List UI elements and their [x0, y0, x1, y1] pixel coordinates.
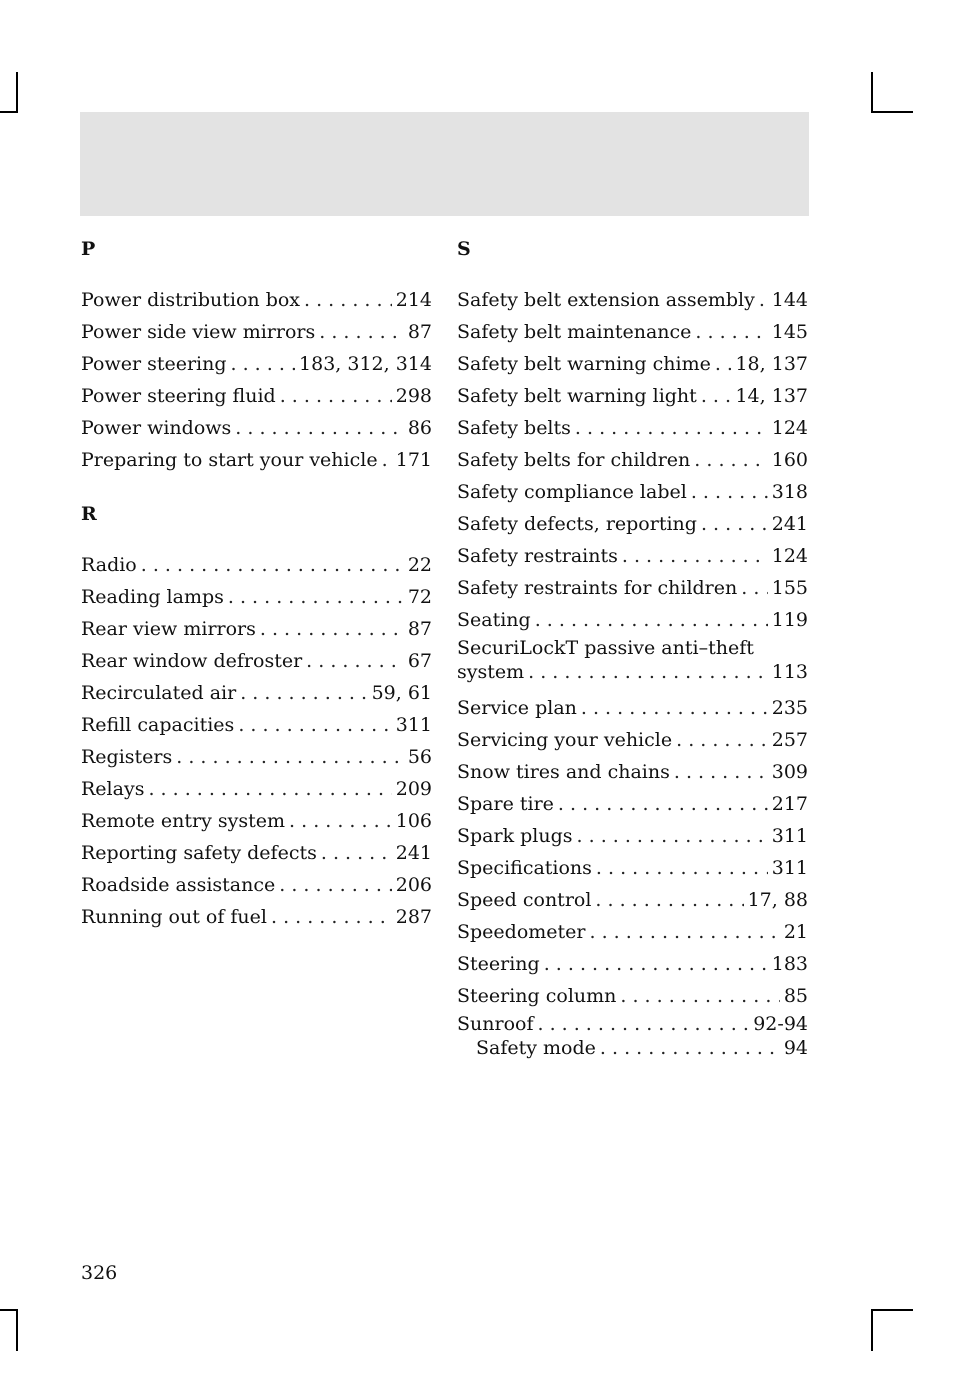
page-number: 326 [81, 1262, 118, 1284]
entry-pages: 217 [771, 793, 808, 815]
entry-name: Rear window defroster [81, 650, 303, 672]
entry-name: Servicing your vehicle [457, 729, 673, 751]
entry-pages: 155 [771, 577, 808, 599]
entry-pages: 119 [771, 609, 808, 631]
index-entry-power-windows [81, 412, 432, 444]
index-entry-spare-tire [457, 788, 808, 820]
dot-leader [537, 1012, 749, 1036]
entry-name: Radio [81, 554, 137, 576]
index-entry-safety-defects-reporting [457, 508, 808, 540]
dot-leader [759, 284, 768, 316]
entry-name: Remote entry system [81, 810, 286, 832]
index-entry-specifications [457, 852, 808, 884]
entry-name: Steering column [457, 985, 617, 1007]
index-entry-safety-belts [457, 412, 808, 444]
index-entry-steering [457, 948, 808, 980]
dot-leader [306, 645, 404, 677]
entry-pages: 241 [395, 842, 432, 864]
dot-leader [600, 1036, 780, 1060]
entry-name: Steering [457, 953, 540, 975]
entry-name: Refill capacities [81, 714, 235, 736]
dot-leader [528, 660, 768, 684]
index-entry-steering-column [457, 980, 808, 1012]
index-entry-relays [81, 773, 432, 805]
entry-pages: 209 [395, 778, 432, 800]
index-entry-recirculated-air [81, 677, 432, 709]
index-entry-snow-tires-and-chains [457, 756, 808, 788]
dot-leader [741, 572, 767, 604]
dot-leader [321, 837, 392, 869]
dot-leader [289, 805, 392, 837]
entry-name: Recirculated air [81, 682, 237, 704]
index-entry-service-plan [457, 692, 808, 724]
dot-leader [590, 916, 780, 948]
dot-leader [176, 741, 404, 773]
dot-leader [279, 869, 391, 901]
index-entry-system [457, 660, 808, 684]
header-band [80, 112, 809, 216]
index-entry-power-steering-fluid [81, 380, 432, 412]
dot-leader [577, 820, 768, 852]
entry-name: Service plan [457, 697, 577, 719]
dot-leader [231, 348, 296, 380]
index-entry-safety-belt-maintenance [457, 316, 808, 348]
index-entry-rear-view-mirrors [81, 613, 432, 645]
entry-pages: 113 [771, 661, 808, 683]
entry-name: Snow tires and chains [457, 761, 670, 783]
dot-leader [235, 412, 404, 444]
index-entry-roadside-assistance [81, 869, 432, 901]
dot-leader [280, 380, 392, 412]
entry-pages: 21 [783, 921, 808, 943]
entry-name: Spare tire [457, 793, 554, 815]
entry-pages: 214 [395, 289, 432, 311]
entry-pages: 171 [395, 449, 432, 471]
entry-pages: 160 [771, 449, 808, 471]
entry-name: Reporting safety defects [81, 842, 317, 864]
entry-name: Safety mode [476, 1037, 596, 1059]
entry-pages: 87 [407, 618, 432, 640]
entry-name: Speedometer [457, 921, 586, 943]
index-entry-running-out-of-fuel [81, 901, 432, 933]
index-entry-safety-belts-for-children [457, 444, 808, 476]
dot-leader [228, 581, 404, 613]
entry-name: Spark plugs [457, 825, 573, 847]
index-entry-speed-control [457, 884, 808, 916]
entry-pages: 18, 137 [735, 353, 808, 375]
entry-pages: 287 [395, 906, 432, 928]
dot-leader [622, 540, 768, 572]
entry-name: Specifications [457, 857, 592, 879]
dot-leader [620, 980, 779, 1012]
index-entry-safety-belt-warning-chime [457, 348, 808, 380]
entry-name: Running out of fuel [81, 906, 267, 928]
dot-leader [240, 677, 367, 709]
dot-leader [141, 549, 404, 581]
entry-name: Safety belt warning chime [457, 353, 711, 375]
index-entry-refill-capacities [81, 709, 432, 741]
entry-name: Safety belts [457, 417, 571, 439]
entry-pages: 144 [771, 289, 808, 311]
index-entry-registers [81, 741, 432, 773]
index-entry-safety-belt-warning-light [457, 380, 808, 412]
entry-name: Power distribution box [81, 289, 301, 311]
entry-name: Speed control [457, 889, 592, 911]
dot-leader [596, 852, 768, 884]
entry-name: Sunroof [457, 1013, 534, 1035]
crop-mark-bottom-right-h [871, 1309, 913, 1311]
index-column-right [457, 236, 808, 1060]
index-entry-reading-lamps [81, 581, 432, 613]
index-entry-safety-belt-extension-assembly [457, 284, 808, 316]
entry-pages: 241 [771, 513, 808, 535]
dot-leader [260, 613, 404, 645]
entry-pages: 85 [783, 985, 808, 1007]
entry-pages: 72 [407, 586, 432, 608]
index-entry-securilockt-passive-anti-theft-line1: SecuriLockT passive anti–theft [457, 637, 754, 659]
index-entry-safety-restraints-for-children [457, 572, 808, 604]
entry-pages: 183 [771, 953, 808, 975]
dot-leader [319, 316, 404, 348]
index-entry-speedometer [457, 916, 808, 948]
dot-leader [674, 756, 768, 788]
entry-pages: 309 [771, 761, 808, 783]
dot-leader [238, 709, 391, 741]
entry-pages: 124 [771, 545, 808, 567]
entry-pages: 106 [395, 810, 432, 832]
entry-name: Reading lamps [81, 586, 224, 608]
dot-leader [271, 901, 392, 933]
dot-leader [558, 788, 768, 820]
dot-leader [575, 412, 768, 444]
dot-leader [304, 284, 392, 316]
entry-pages: 94 [783, 1037, 808, 1059]
crop-mark-top-right-v [871, 72, 873, 112]
entry-name: Power side view mirrors [81, 321, 316, 343]
index-entry-safety-restraints [457, 540, 808, 572]
entry-pages: 318 [771, 481, 808, 503]
section-letter: P [81, 238, 96, 260]
dot-leader [715, 348, 732, 380]
entry-pages: 86 [407, 417, 432, 439]
entry-pages: 59, 61 [371, 682, 432, 704]
entry-pages: 22 [407, 554, 432, 576]
index-column-left [81, 236, 432, 933]
entry-name: Safety compliance label [457, 481, 687, 503]
entry-pages: 124 [771, 417, 808, 439]
entry-name: Roadside assistance [81, 874, 276, 896]
entry-pages: 56 [407, 746, 432, 768]
entry-pages: 311 [771, 825, 808, 847]
entry-name: Safety belts for children [457, 449, 691, 471]
entry-pages: 67 [407, 650, 432, 672]
index-entry-rear-window-defroster [81, 645, 432, 677]
entry-pages: 183, 312, 314 [299, 353, 432, 375]
entry-pages: 206 [395, 874, 432, 896]
entry-name: Power steering [81, 353, 227, 375]
dot-leader [691, 476, 768, 508]
crop-mark-top-left-v [16, 72, 18, 112]
index-entry-spark-plugs [457, 820, 808, 852]
crop-mark-bottom-right-v [871, 1309, 873, 1351]
crop-mark-top-left-h [0, 111, 18, 113]
entry-name: Safety restraints for children [457, 577, 738, 599]
entry-pages: 257 [771, 729, 808, 751]
entry-name: Preparing to start your vehicle [81, 449, 378, 471]
dot-leader [695, 316, 767, 348]
dot-leader [544, 948, 768, 980]
entry-name: Registers [81, 746, 173, 768]
entry-pages: 235 [771, 697, 808, 719]
entry-name: Safety belt extension assembly [457, 289, 755, 311]
entry-name: Power steering fluid [81, 385, 276, 407]
dot-leader [595, 884, 743, 916]
index-entry-safety-mode [457, 1036, 808, 1060]
entry-name: Safety defects, reporting [457, 513, 697, 535]
index-entry-power-steering [81, 348, 432, 380]
index-entry-safety-compliance-label [457, 476, 808, 508]
crop-mark-bottom-left-v [16, 1309, 18, 1351]
index-entry-sunroof [457, 1012, 808, 1036]
section-letter: R [81, 503, 97, 525]
dot-leader [581, 692, 768, 724]
dot-leader [701, 380, 732, 412]
entry-name: Power windows [81, 417, 232, 439]
entry-name: Safety belt warning light [457, 385, 697, 407]
dot-leader [694, 444, 767, 476]
index-entry-preparing-to-start-your-vehicle [81, 444, 432, 476]
entry-pages: 311 [395, 714, 432, 736]
crop-mark-top-right-h [871, 111, 913, 113]
entry-pages: 14, 137 [735, 385, 808, 407]
index-entry-servicing-your-vehicle [457, 724, 808, 756]
entry-name: Safety belt maintenance [457, 321, 692, 343]
entry-pages: 298 [395, 385, 432, 407]
entry-pages: 17, 88 [747, 889, 808, 911]
entry-name: Relays [81, 778, 145, 800]
index-entry-seating [457, 604, 808, 636]
dot-leader [701, 508, 768, 540]
index-entry-power-distribution-box [81, 284, 432, 316]
entry-name: Seating [457, 609, 531, 631]
entry-name: Rear view mirrors [81, 618, 256, 640]
entry-name: system [457, 661, 525, 683]
entry-pages: 92-94 [753, 1013, 808, 1035]
dot-leader [676, 724, 768, 756]
index-entry-reporting-safety-defects [81, 837, 432, 869]
index-entry-radio [81, 549, 432, 581]
dot-leader [148, 773, 391, 805]
entry-pages: 145 [771, 321, 808, 343]
section-letter: S [457, 238, 471, 260]
index-entry-power-side-view-mirrors [81, 316, 432, 348]
entry-pages: 87 [407, 321, 432, 343]
dot-leader [382, 444, 392, 476]
entry-name: Safety restraints [457, 545, 618, 567]
entry-pages: 311 [771, 857, 808, 879]
index-entry-remote-entry-system [81, 805, 432, 837]
dot-leader [535, 604, 768, 636]
